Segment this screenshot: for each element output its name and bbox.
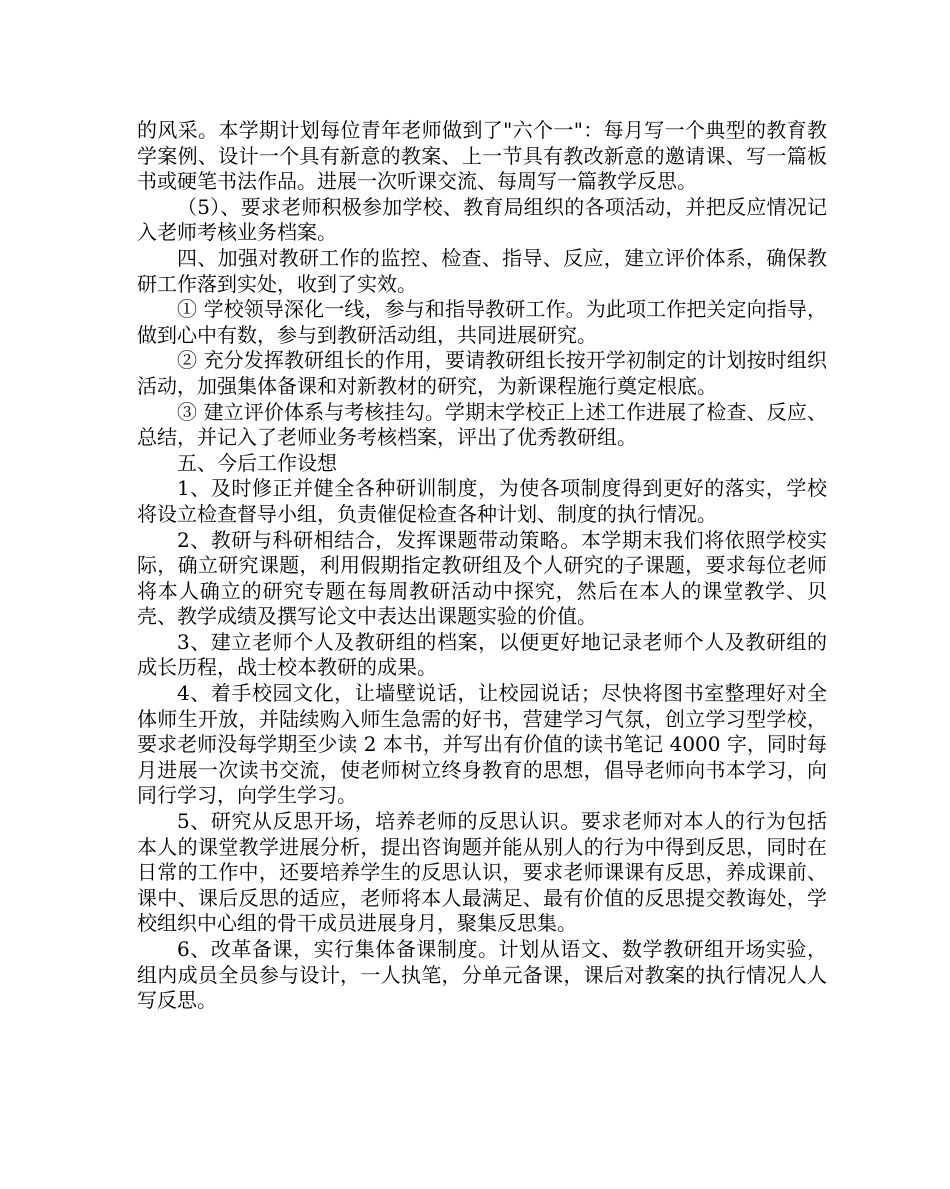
paragraph-plan-2: 2、教研与科研相结合，发挥课题带动策略。本学期末我们将依照学校实际，确立研究课题，利用假期指定教研组及个人研究的子课题，要求每位老师将本人确立的研究专题在每周教研活动中探究，然后在本人的课堂教学、贝壳、教学成绩及撰写论文中表达出课题实验的价值。 [137,527,827,629]
paragraph-plan-4: 4、着手校园文化，让墙壁说话，让校园说话；尽快将图书室整理好对全体师生开放，并陆续购入师生急需的好书，营建学习气氛，创立学习型学校，要求老师没每学期至少读 2 本书，并写出有价值的读书笔记 4000 字，同时每月进展一次读书交流，使老师树立终身教育的思想，倡导老师向书本学习，向同行学习，向学生学习。 [137,681,827,808]
paragraph-point-1: ① 学校领导深化一线，参与和指导教研工作。为此项工作把关定向指导，做到心中有数，参与到教研活动组，共同进展研究。 [137,297,827,347]
section-heading-5: 五、今后工作设想 [177,450,337,475]
paragraph-item-5: （5）、要求老师积极参加学校、教育局组织的各项活动，并把反应情况记入老师考核业务档案。 [137,194,827,245]
paragraph-plan-6: 6、改革备课，实行集体备课制度。计划从语文、数学教研组开场实验，组内成员全员参与设计，一人执笔，分单元备课，课后对教案的执行情况人人写反思。 [137,937,827,1013]
section-heading-4: 四、加强对教研工作的监控、检查、指导、反应，建立评价体系，确保教研工作落到实处，收到了实效。 [137,245,827,296]
paragraph-plan-1: 1、及时修正并健全各种研训制度，为使各项制度得到更好的落实，学校将设立检查督导小组，负责催促检查各种计划、制度的执行情况。 [137,476,827,526]
paragraph-continuation: 的风采。本学期计划每位青年老师做到了"六个一"：每月写一个典型的教育教学案例、设计一个具有新意的教案、上一节具有教改新意的邀请课、写一篇板书或硬笔书法作品。进展一次听课交流、每周写一篇教学反思。 [137,118,827,194]
paragraph-point-2: ② 充分发挥教研组长的作用，要请教研组长按开学初制定的计划按时组织活动，加强集体备课和对新教材的研究，为新课程施行奠定根底。 [137,348,827,398]
paragraph-plan-5: 5、研究从反思开场，培养老师的反思认识。要求老师对本人的行为包括本人的课堂教学进展分析，提出咨询题并能从别人的行为中得到反思，同时在日常的工作中，还要培养学生的反思认识，要求老师课课有反思，养成课前、课中、课后反思的适应，老师将本人最满足、最有价值的反思提交教诲处，学校组织中心组的骨干成员进展身月，聚集反思集。 [137,809,827,936]
document-body [137,118,827,1014]
paragraph-plan-3: 3、建立老师个人及教研组的档案，以便更好地记录老师个人及教研组的成长历程，战士校本教研的成果。 [137,629,827,680]
paragraph-point-3: ③ 建立评价体系与考核挂勾。学期末学校正上述工作进展了检查、反应、总结，并记入了老师业务考核档案，评出了优秀教研组。 [137,399,827,450]
